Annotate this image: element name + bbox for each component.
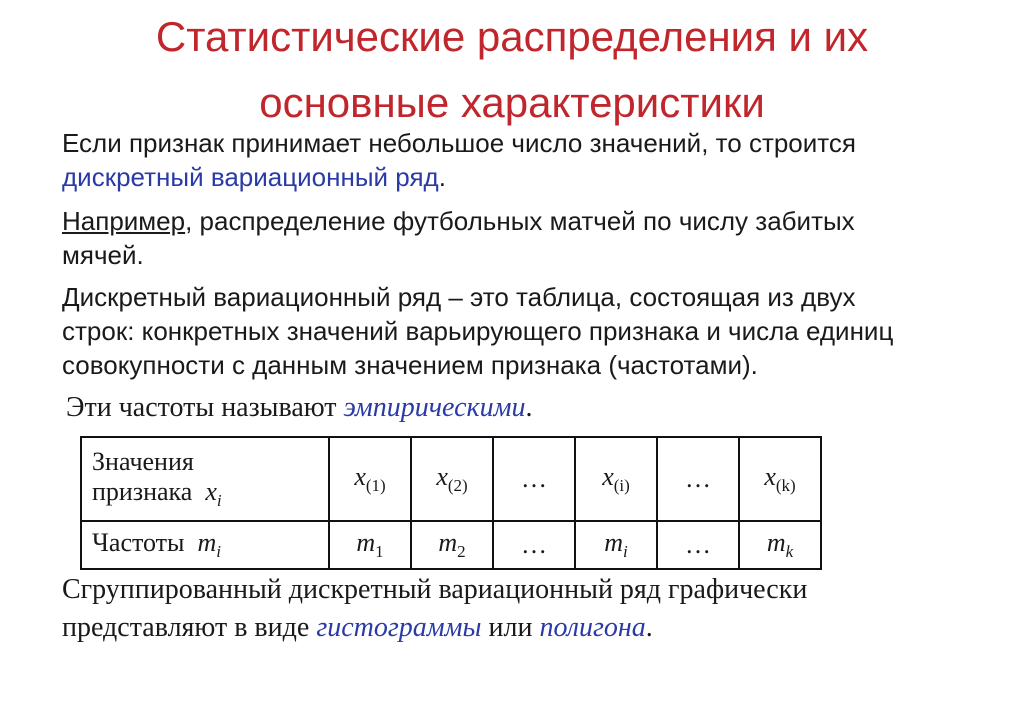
p5-end: . <box>645 612 653 643</box>
row-label-frequencies: Частоты $m_i$ <box>81 521 329 569</box>
slide-title <box>0 4 1024 136</box>
p1-term: дискретный вариационный ряд <box>62 162 439 192</box>
paragraph-example <box>62 204 982 272</box>
paragraph-definition <box>62 280 1002 382</box>
p3-line1: Дискретный вариационный ряд – это таблица, состоящая из двух <box>62 282 856 312</box>
p2-rest: , распределение футбольных матчей по числу забитых <box>185 206 855 236</box>
paragraph-grouped-series <box>62 572 1002 646</box>
p4-text: Эти частоты называют <box>66 392 344 423</box>
table-row-values <box>81 437 821 521</box>
paragraph-empirical <box>66 390 533 426</box>
p5-line2: представляют в виде <box>62 612 317 643</box>
row-label-values: Значения признака $x_i$ <box>81 437 329 521</box>
p3-line3: совокупности с данным значением признака (частотами). <box>62 350 758 380</box>
table-row-frequencies <box>81 521 821 569</box>
title-line-1: Статистические распределения и их <box>155 13 869 60</box>
table-cell: $m_k$ <box>739 521 821 569</box>
table-cell: … <box>493 437 575 521</box>
p2-underlined: Например <box>62 206 186 236</box>
variation-series-table <box>80 436 822 570</box>
p5-term1: гистограммы <box>316 612 482 643</box>
paragraph-discrete-series <box>62 126 982 194</box>
p1-text: Если признак принимает небольшое число значений, то строится <box>62 128 856 158</box>
p5-term2: полигона <box>539 612 646 643</box>
table-cell: $x_{(i)}$ <box>575 437 657 521</box>
table-cell: $m_i$ <box>575 521 657 569</box>
p5-mid: или <box>481 612 540 643</box>
p1-end: . <box>438 162 446 192</box>
p4-term: эмпирическими <box>343 392 526 423</box>
table-cell: $m_2$ <box>411 521 493 569</box>
p2-line2: мячей. <box>62 240 144 270</box>
table-cell: … <box>657 437 739 521</box>
table-cell: $x_{(1)}$ <box>329 437 411 521</box>
table-cell: $x_{(2)}$ <box>411 437 493 521</box>
title-line-2: основные характеристики <box>259 79 765 126</box>
table-cell: $m_1$ <box>329 521 411 569</box>
p4-end: . <box>525 392 533 423</box>
p3-line2: строк: конкретных значений варьирующего признака и числа единиц <box>62 316 894 346</box>
table-cell: $x_{(k)}$ <box>739 437 821 521</box>
table-cell: … <box>493 521 575 569</box>
p5-line1: Сгруппированный дискретный вариационный ряд графически <box>62 574 808 605</box>
table-cell: … <box>657 521 739 569</box>
